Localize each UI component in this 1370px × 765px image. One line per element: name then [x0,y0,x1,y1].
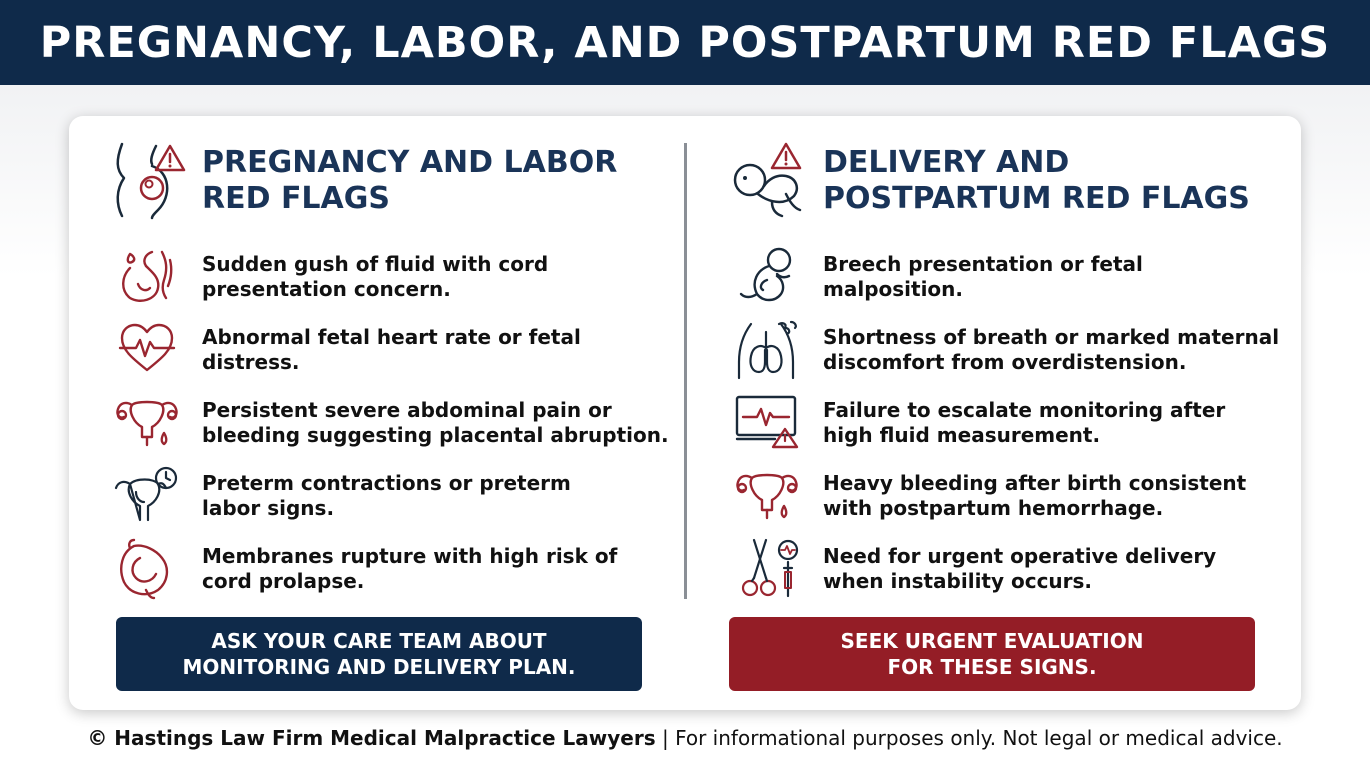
right-item-2-line1: Shortness of breath or marked maternal [823,325,1280,349]
right-item-1-line1: Breech presentation or fetal [823,252,1143,276]
right-item-3-line2: high fluid measurement. [823,423,1101,447]
left-title-line2: RED FLAGS [202,181,390,216]
right-title-line1: DELIVERY AND [823,145,1070,180]
footer-firm: © Hastings Law Firm Medical Malpractice Lawyers [87,726,656,750]
right-item-5-line1: Need for urgent operative delivery [823,544,1217,568]
left-title-line1: PREGNANCY AND LABOR [202,145,618,180]
baby-warning-icon [728,140,806,220]
care-team-callout-line1: ASK YOUR CARE TEAM ABOUT [211,629,547,653]
title-banner [0,0,1370,85]
left-item-3 [202,398,669,448]
surgical-tools-icon [736,538,800,600]
column-divider [684,143,687,599]
pregnant-woman-warning-icon [112,140,188,220]
left-item-5-line1: Membranes rupture with high risk of [202,544,618,568]
footer-disclaimer: | For informational purposes only. Not legal or medical advice. [655,726,1283,750]
left-item-1-line1: Sudden gush of fluid with cord [202,252,549,276]
monitor-warning-icon [735,395,799,449]
membrane-rupture-icon [116,538,178,600]
right-item-4-line2: with postpartum hemorrhage. [823,496,1164,520]
left-item-3-line1: Persistent severe abdominal pain or [202,398,612,422]
left-item-2-line1: Abnormal fetal heart rate or fetal [202,325,581,349]
left-item-4-line2: labor signs. [202,496,335,520]
uterus-bleeding-icon [734,466,800,522]
fluid-gush-icon [116,246,178,304]
urgent-evaluation-callout [729,617,1255,691]
right-item-2 [823,325,1279,375]
care-team-callout-line2: MONITORING AND DELIVERY PLAN. [182,655,576,679]
right-item-4 [823,471,1246,521]
lungs-breath-icon [735,318,801,380]
right-item-5-line2: when instability occurs. [823,569,1093,593]
page-title: PREGNANCY, LABOR, AND POSTPARTUM RED FLAGS [39,17,1331,68]
left-item-5-line2: cord prolapse. [202,569,365,593]
left-item-2-line2: distress. [202,350,300,374]
right-item-4-line1: Heavy bleeding after birth consistent [823,471,1247,495]
left-item-4 [202,471,571,521]
left-item-1-line2: presentation concern. [202,277,451,301]
left-item-5 [202,544,617,594]
right-item-1 [823,252,1143,302]
urgent-evaluation-callout-line1: SEEK URGENT EVALUATION [840,629,1144,653]
urgent-evaluation-callout-line2: FOR THESE SIGNS. [887,655,1097,679]
left-column-title [202,145,617,217]
right-item-1-line2: malposition. [823,277,963,301]
left-item-1 [202,252,548,302]
right-title-line2: POSTPARTUM RED FLAGS [823,181,1250,216]
heart-rate-icon [118,322,176,374]
left-item-4-line1: Preterm contractions or preterm [202,471,571,495]
care-team-callout [116,617,642,691]
footer [0,726,1370,750]
right-item-5 [823,544,1216,594]
left-item-2 [202,325,581,375]
uterus-bleeding-icon [114,393,180,449]
right-item-2-line2: discomfort from overdistension. [823,350,1187,374]
right-item-3 [823,398,1225,448]
left-item-3-line2: bleeding suggesting placental abruption. [202,423,669,447]
right-column-title [823,145,1250,217]
breech-fetus-icon [737,246,799,306]
uterus-clock-icon [114,466,180,524]
right-item-3-line1: Failure to escalate monitoring after [823,398,1226,422]
